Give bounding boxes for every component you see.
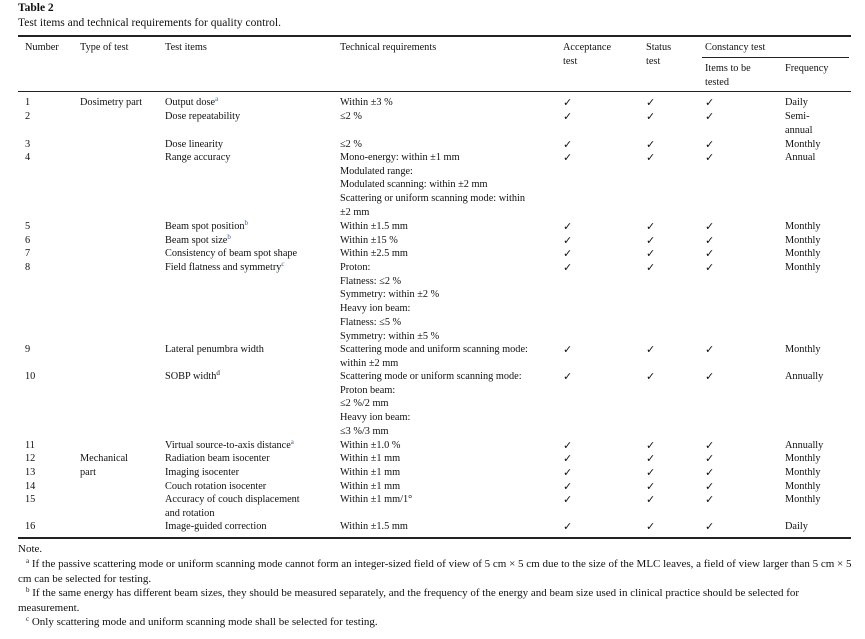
row-test-item-text: Imaging isocenter: [165, 467, 240, 478]
check-status: ✓: [646, 520, 656, 533]
row-requirement: Within ±15 %: [340, 235, 398, 246]
row-frequency: Daily: [785, 521, 808, 532]
check-items-tested: ✓: [705, 439, 715, 452]
row-test-item-text: SOBP width: [165, 371, 217, 382]
check-status: ✓: [646, 247, 656, 260]
table-caption: Test items and technical requirements for quality control.: [18, 17, 281, 29]
row-test-item: [165, 138, 223, 151]
row-requirement: Within ±3 %: [340, 97, 393, 108]
row-number: 1: [25, 97, 31, 108]
notes-title: Note.: [18, 543, 43, 555]
check-acceptance: ✓: [563, 234, 573, 247]
row-test-item-text: Image-guided correction: [165, 521, 267, 532]
check-items-tested: ✓: [705, 452, 715, 465]
header-acceptance-2: test: [563, 56, 578, 67]
row-test-item-text: Accuracy of couch displacement: [165, 494, 300, 505]
check-acceptance: ✓: [563, 110, 573, 123]
row-test-item-text: Lateral penumbra width: [165, 344, 264, 355]
row-number: 5: [25, 221, 31, 232]
check-status: ✓: [646, 261, 656, 274]
row-frequency: Annually: [785, 440, 824, 451]
header-items-tested-2: tested: [705, 77, 730, 88]
row-requirement: Modulated range:: [340, 165, 413, 177]
row-footnote-mark: c: [281, 260, 285, 268]
check-items-tested: ✓: [705, 466, 715, 479]
row-requirement: Scattering or uniform scanning mode: within: [340, 193, 526, 205]
header-acceptance: Acceptance: [563, 42, 612, 53]
row-requirement: Within ±1 mm: [340, 481, 401, 492]
row-test-item-text: Beam spot size: [165, 235, 228, 246]
row-test-item: [165, 520, 267, 533]
row-test-item: [165, 247, 297, 260]
check-acceptance: ✓: [563, 343, 573, 356]
check-acceptance: ✓: [563, 452, 573, 465]
table-label: Table 2: [18, 2, 54, 14]
row-requirement: Mono-energy: within ±1 mm: [340, 152, 460, 163]
row-test-item-text: Consistency of beam spot shape: [165, 248, 298, 259]
row-requirement: Symmetry: within ±5 %: [340, 330, 440, 342]
row-requirement: Scattering mode and uniform scanning mode:: [340, 344, 528, 355]
row-requirement: ≤2 %/2 mm: [340, 398, 389, 410]
check-acceptance: ✓: [563, 370, 573, 383]
row-test-item-text: Output dose: [165, 97, 216, 108]
header-type: Type of test: [80, 42, 129, 53]
row-number: 10: [25, 371, 36, 382]
note-b-text: If the same energy has different beam sizes, they should be measured separately, and the frequency of the energy and beam size used in clinical practice should be selected for measurement.: [18, 587, 800, 614]
check-acceptance: ✓: [563, 493, 573, 506]
check-items-tested: ✓: [705, 220, 715, 233]
check-acceptance: ✓: [563, 96, 573, 109]
row-requirement: ≤3 %/3 mm: [340, 425, 389, 437]
row-test-item: [165, 452, 270, 465]
check-items-tested: ✓: [705, 110, 715, 123]
check-acceptance: ✓: [563, 439, 573, 452]
row-requirement: Within ±1 mm: [340, 453, 401, 464]
row-requirement: Within ±1.0 %: [340, 440, 401, 451]
check-items-tested: ✓: [705, 247, 715, 260]
row-test-item: [165, 96, 218, 109]
note-a-text: If the passive scattering mode or uniform scanning mode cannot form an integer-sized field of view of 5 cm × 5 cm due to the size of the MLC leaves, a field of view larger than 5 cm × 5 cm can be selected for testing.: [18, 558, 852, 585]
check-status: ✓: [646, 466, 656, 479]
row-number: 9: [25, 344, 31, 355]
check-status: ✓: [646, 220, 656, 233]
header-status-2: test: [646, 56, 661, 67]
note-a: [18, 557, 853, 586]
row-frequency: Monthly: [785, 221, 821, 232]
check-acceptance: ✓: [563, 247, 573, 260]
row-requirement: within ±2 mm: [340, 357, 399, 369]
row-test-item-text: Beam spot position: [165, 221, 245, 232]
row-number: 13: [25, 467, 36, 478]
row-test-item: [165, 466, 239, 479]
row-requirement: Within ±2.5 mm: [340, 248, 408, 259]
row-requirement: Flatness: ≤5 %: [340, 316, 402, 328]
check-acceptance: ✓: [563, 261, 573, 274]
note-b-mark: b: [26, 586, 30, 594]
row-requirement: ≤2 %: [340, 139, 362, 150]
note-c-text: Only scattering mode and uniform scanning mode shall be selected for testing.: [31, 616, 378, 628]
row-requirement: Scattering mode or uniform scanning mode:: [340, 371, 522, 382]
row-number: 4: [25, 152, 31, 163]
check-status: ✓: [646, 480, 656, 493]
row-number: 2: [25, 111, 31, 122]
row-requirement: Within ±1 mm/1°: [340, 494, 413, 505]
table-bottom-rule: [18, 537, 851, 539]
check-status: ✓: [646, 110, 656, 123]
row-frequency: Monthly: [785, 494, 821, 505]
check-items-tested: ✓: [705, 343, 715, 356]
check-status: ✓: [646, 452, 656, 465]
row-requirement: Heavy ion beam:: [340, 412, 411, 424]
check-status: ✓: [646, 370, 656, 383]
row-requirement: Proton:: [340, 262, 371, 273]
constancy-subrule: [702, 57, 849, 58]
row-test-item: [165, 439, 294, 452]
row-frequency: Annually: [785, 371, 824, 382]
row-requirement: Within ±1 mm: [340, 467, 401, 478]
row-frequency: Annual: [785, 152, 816, 163]
header-items: Test items: [165, 42, 207, 53]
row-frequency: Daily: [785, 97, 808, 108]
row-footnote-mark: a: [290, 438, 294, 446]
row-number: 7: [25, 248, 31, 259]
row-frequency: Monthly: [785, 235, 821, 246]
header-items-tested: Items to be: [705, 63, 751, 74]
note-a-mark: a: [26, 557, 30, 565]
check-items-tested: ✓: [705, 493, 715, 506]
group-dosimetry: Dosimetry part: [80, 97, 143, 108]
header-status: Status: [646, 42, 672, 53]
row-number: 6: [25, 235, 31, 246]
row-frequency: Monthly: [785, 248, 821, 259]
check-items-tested: ✓: [705, 234, 715, 247]
row-frequency: Monthly: [785, 481, 821, 492]
row-test-item-text: Couch rotation isocenter: [165, 481, 267, 492]
row-requirement: Symmetry: within ±2 %: [340, 289, 440, 301]
row-footnote-mark: b: [227, 233, 231, 241]
note-b: [18, 586, 853, 615]
row-number: 16: [25, 521, 36, 532]
check-items-tested: ✓: [705, 151, 715, 164]
row-requirement: Heavy ion beam:: [340, 303, 411, 315]
check-status: ✓: [646, 151, 656, 164]
check-items-tested: ✓: [705, 96, 715, 109]
check-status: ✓: [646, 493, 656, 506]
row-number: 14: [25, 481, 36, 492]
row-footnote-mark: b: [244, 219, 249, 227]
check-items-tested: ✓: [705, 370, 715, 383]
row-test-item-text: Virtual source-to-axis distance: [165, 440, 291, 451]
row-frequency: Monthly: [785, 262, 821, 273]
check-status: ✓: [646, 138, 656, 151]
row-footnote-mark: d: [216, 369, 220, 377]
note-c: [18, 615, 853, 630]
row-frequency: annual: [785, 124, 813, 136]
table-header-rule: [18, 91, 851, 92]
row-test-item: [165, 493, 300, 506]
check-status: ✓: [646, 439, 656, 452]
check-items-tested: ✓: [705, 480, 715, 493]
row-test-item: [165, 151, 230, 164]
row-test-item: [165, 480, 266, 493]
group-mechanical: Mechanical: [80, 453, 129, 464]
row-number: 12: [25, 453, 36, 464]
check-acceptance: ✓: [563, 138, 573, 151]
header-frequency: Frequency: [785, 63, 829, 74]
row-test-item: [165, 220, 248, 233]
header-constancy: Constancy test: [705, 42, 766, 53]
row-requirement: Within ±1.5 mm: [340, 221, 408, 232]
check-acceptance: ✓: [563, 520, 573, 533]
row-requirement: Proton beam:: [340, 384, 396, 396]
row-frequency: Semi-: [785, 111, 810, 122]
row-test-item-text: Radiation beam isocenter: [165, 453, 270, 464]
note-c-mark: c: [26, 615, 30, 623]
row-test-item: [165, 343, 264, 356]
row-frequency: Monthly: [785, 344, 821, 355]
row-test-item: [165, 370, 220, 383]
row-requirement: Within ±1.5 mm: [340, 521, 408, 532]
row-test-item-text: Dose repeatability: [165, 111, 241, 122]
header-requirements: Technical requirements: [340, 42, 437, 53]
table-top-rule: [18, 35, 851, 37]
check-status: ✓: [646, 343, 656, 356]
row-number: 11: [25, 440, 35, 451]
check-acceptance: ✓: [563, 220, 573, 233]
row-number: 8: [25, 262, 31, 273]
check-items-tested: ✓: [705, 261, 715, 274]
group-mechanical-2: part: [80, 467, 97, 478]
row-test-item: [165, 110, 240, 123]
row-test-item: [165, 234, 231, 247]
row-frequency: Monthly: [785, 467, 821, 478]
row-frequency: Monthly: [785, 139, 821, 150]
row-requirement: ±2 mm: [340, 206, 370, 218]
check-acceptance: ✓: [563, 480, 573, 493]
check-items-tested: ✓: [705, 520, 715, 533]
row-test-item-text: Dose linearity: [165, 139, 224, 150]
check-acceptance: ✓: [563, 466, 573, 479]
row-requirement: Flatness: ≤2 %: [340, 275, 402, 287]
row-test-item-text: Range accuracy: [165, 152, 231, 163]
check-status: ✓: [646, 234, 656, 247]
row-test-item-line2: and rotation: [165, 507, 215, 519]
check-acceptance: ✓: [563, 151, 573, 164]
row-number: 3: [25, 139, 31, 150]
row-number: 15: [25, 494, 36, 505]
row-test-item-text: Field flatness and symmetry: [165, 262, 282, 273]
row-footnote-mark: a: [215, 95, 219, 103]
check-status: ✓: [646, 96, 656, 109]
row-requirement: Modulated scanning: within ±2 mm: [340, 179, 488, 191]
row-test-item: [165, 261, 285, 274]
row-frequency: Monthly: [785, 453, 821, 464]
check-items-tested: ✓: [705, 138, 715, 151]
row-requirement: ≤2 %: [340, 111, 362, 122]
header-number: Number: [25, 42, 59, 53]
